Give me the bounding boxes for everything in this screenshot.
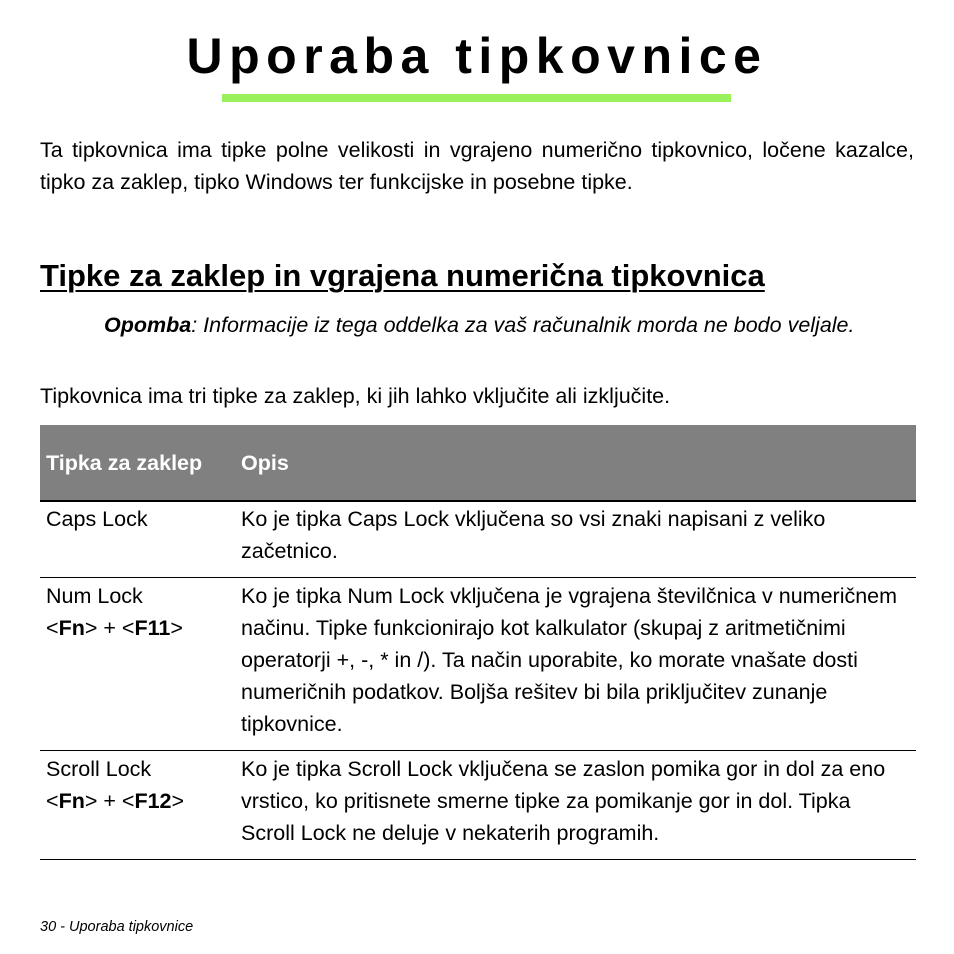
note-text: : Informacije iz tega oddelka za vaš računalnik morda ne bodo veljale. <box>191 313 855 337</box>
note-paragraph <box>104 309 914 341</box>
key-cell <box>40 501 235 578</box>
combo-key-f12: F12 <box>134 789 172 813</box>
page-title: Uporaba tipkovnice <box>186 28 768 84</box>
table-row <box>40 501 916 578</box>
key-cell <box>40 751 235 860</box>
key-name: Scroll Lock <box>46 757 152 781</box>
page-footer: 30 - Uporaba tipkovnice <box>40 919 194 935</box>
combo-key-fn: Fn <box>58 616 85 640</box>
combo-key-f11: F11 <box>134 616 171 640</box>
description-cell: Ko je tipka Caps Lock vključena so vsi znaki napisani z veliko začetnico. <box>235 501 916 578</box>
intro-paragraph: Ta tipkovnica ima tipke polne velikosti in vgrajeno numerično tipkovnico, ločene kazalce, tipko za zaklep, tipko Windows ter funkcijske in posebne tipke. <box>40 138 914 194</box>
key-combo: <Fn> + <F11> <box>46 616 183 640</box>
combo-key-fn: Fn <box>58 789 85 813</box>
table-row <box>40 578 916 751</box>
lead-paragraph: Tipkovnica ima tri tipke za zaklep, ki jih lahko vključite ali izključite. <box>40 384 671 408</box>
section-heading: Tipke za zaklep in vgrajena numerična tipkovnica <box>40 258 765 293</box>
key-cell <box>40 578 235 751</box>
table-header-row <box>40 425 916 501</box>
title-underline-bar <box>222 94 731 102</box>
header-description: Opis <box>235 425 916 501</box>
key-name: Caps Lock <box>46 507 148 531</box>
lock-keys-table <box>40 425 916 860</box>
key-combo: <Fn> + <F12> <box>46 789 185 813</box>
header-key: Tipka za zaklep <box>40 425 235 501</box>
key-name: Num Lock <box>46 584 143 608</box>
description-cell: Ko je tipka Scroll Lock vključena se zaslon pomika gor in dol za eno vrstico, ko pritisnete smerne tipke za pomikanje gor in dol. Tipka Scroll Lock ne deluje v nekaterih programih. <box>235 751 916 860</box>
note-label: Opomba <box>104 313 192 337</box>
table-row <box>40 751 916 860</box>
description-cell: Ko je tipka Num Lock vključena je vgrajena številčnica v numeričnem načinu. Tipke funkcionirajo kot kalkulator (skupaj z aritmetičnimi operatorji +, -, * in /). Ta način uporabite, ko morate vnašate dosti numeričnih podatkov. Boljša rešitev bi bila priključitev zunanje tipkovnice. <box>235 578 916 751</box>
